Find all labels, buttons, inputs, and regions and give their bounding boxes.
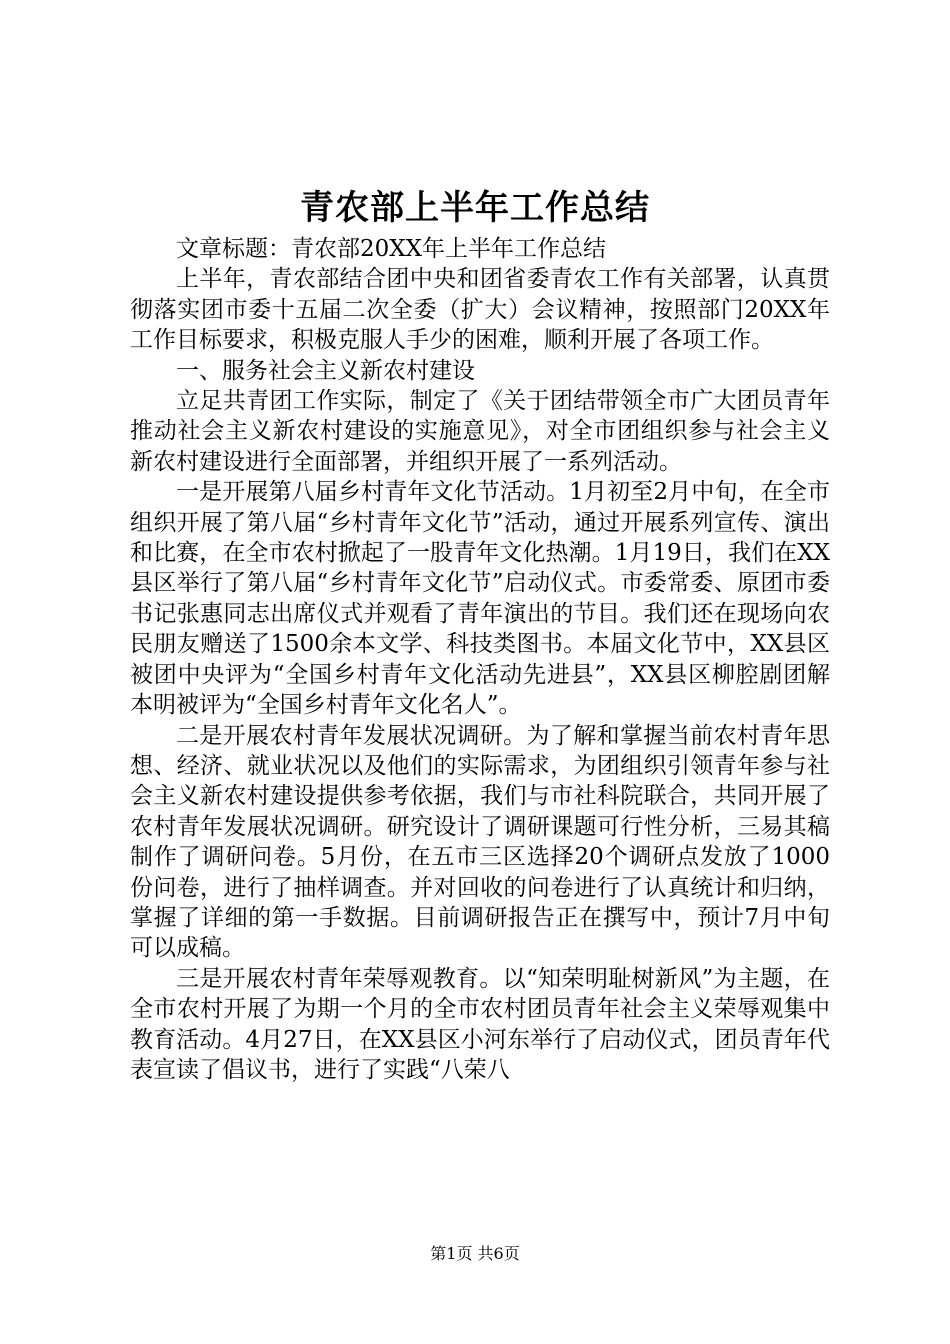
body-paragraph: 二是开展农村青年发展状况调研。为了解和掌握当前农村青年思想、经济、就业状况以及他们的实际需求，为团组织引领青年参与社会主义新农村建设提供参考依据，我们与市社科院联合，共同开展了农村青年发展状况调研。研究设计了调研课题可行性分析，三易其稿制作了调研问卷。5月份，在五市三区选择20个调研点发放了1000份问卷，进行了抽样调查。并对回收的问卷进行了认真统计和归纳，掌握了详细的第一手数据。目前调研报告正在撰写中，预计7月中旬可以成稿。	[130, 722, 830, 962]
page-number-footer: 第1页 共6页	[430, 1244, 520, 1263]
body-paragraph: 一是开展第八届乡村青年文化节活动。1月初至2月中旬，在全市组织开展了第八届“乡村青年文化节”活动，通过开展系列宣传、演出和比赛，在全市农村掀起了一股青年文化热潮。1月19日，我们在XX县区举行了第八届“乡村青年文化节”启动仪式。市委常委、原团市委书记张惠同志出席仪式并观看了青年演出的节目。我们还在现场向农民朋友赠送了1500余本文学、科技类图书。本届文化节中，XX县区被团中央评为“全国乡村青年文化活动先进县”，XX县区柳腔剧团解本明被评为“全国乡村青年文化名人”。	[130, 479, 830, 719]
body-paragraph: 三是开展农村青年荣辱观教育。以“知荣明耻树新风”为主题，在全市农村开展了为期一个月的全市农村团员青年社会主义荣辱观集中教育活动。4月27日，在XX县区小河东举行了启动仪式，团员青年代表宣读了倡议书，进行了实践“八荣八	[130, 965, 830, 1083]
intro-paragraph: 上半年，青农部结合团中央和团省委青农工作有关部署，认真贯彻落实团市委十五届二次全委（扩大）会议精神，按照部门20XX年工作目标要求，积极克服人手少的困难，顺利开展了各项工作。	[130, 266, 830, 354]
body-paragraph: 立足共青团工作实际，制定了《关于团结带领全市广大团员青年推动社会主义新农村建设的实施意见》，对全市团组织参与社会主义新农村建设进行全面部署，并组织开展了一系列活动。	[130, 388, 830, 475]
section-heading: 一、服务社会主义新农村建设	[176, 357, 475, 384]
document-title: 青农部上半年工作总结	[300, 188, 650, 228]
document-body	[130, 234, 830, 1085]
article-title-line: 文章标题：青农部20XX年上半年工作总结	[176, 236, 607, 262]
